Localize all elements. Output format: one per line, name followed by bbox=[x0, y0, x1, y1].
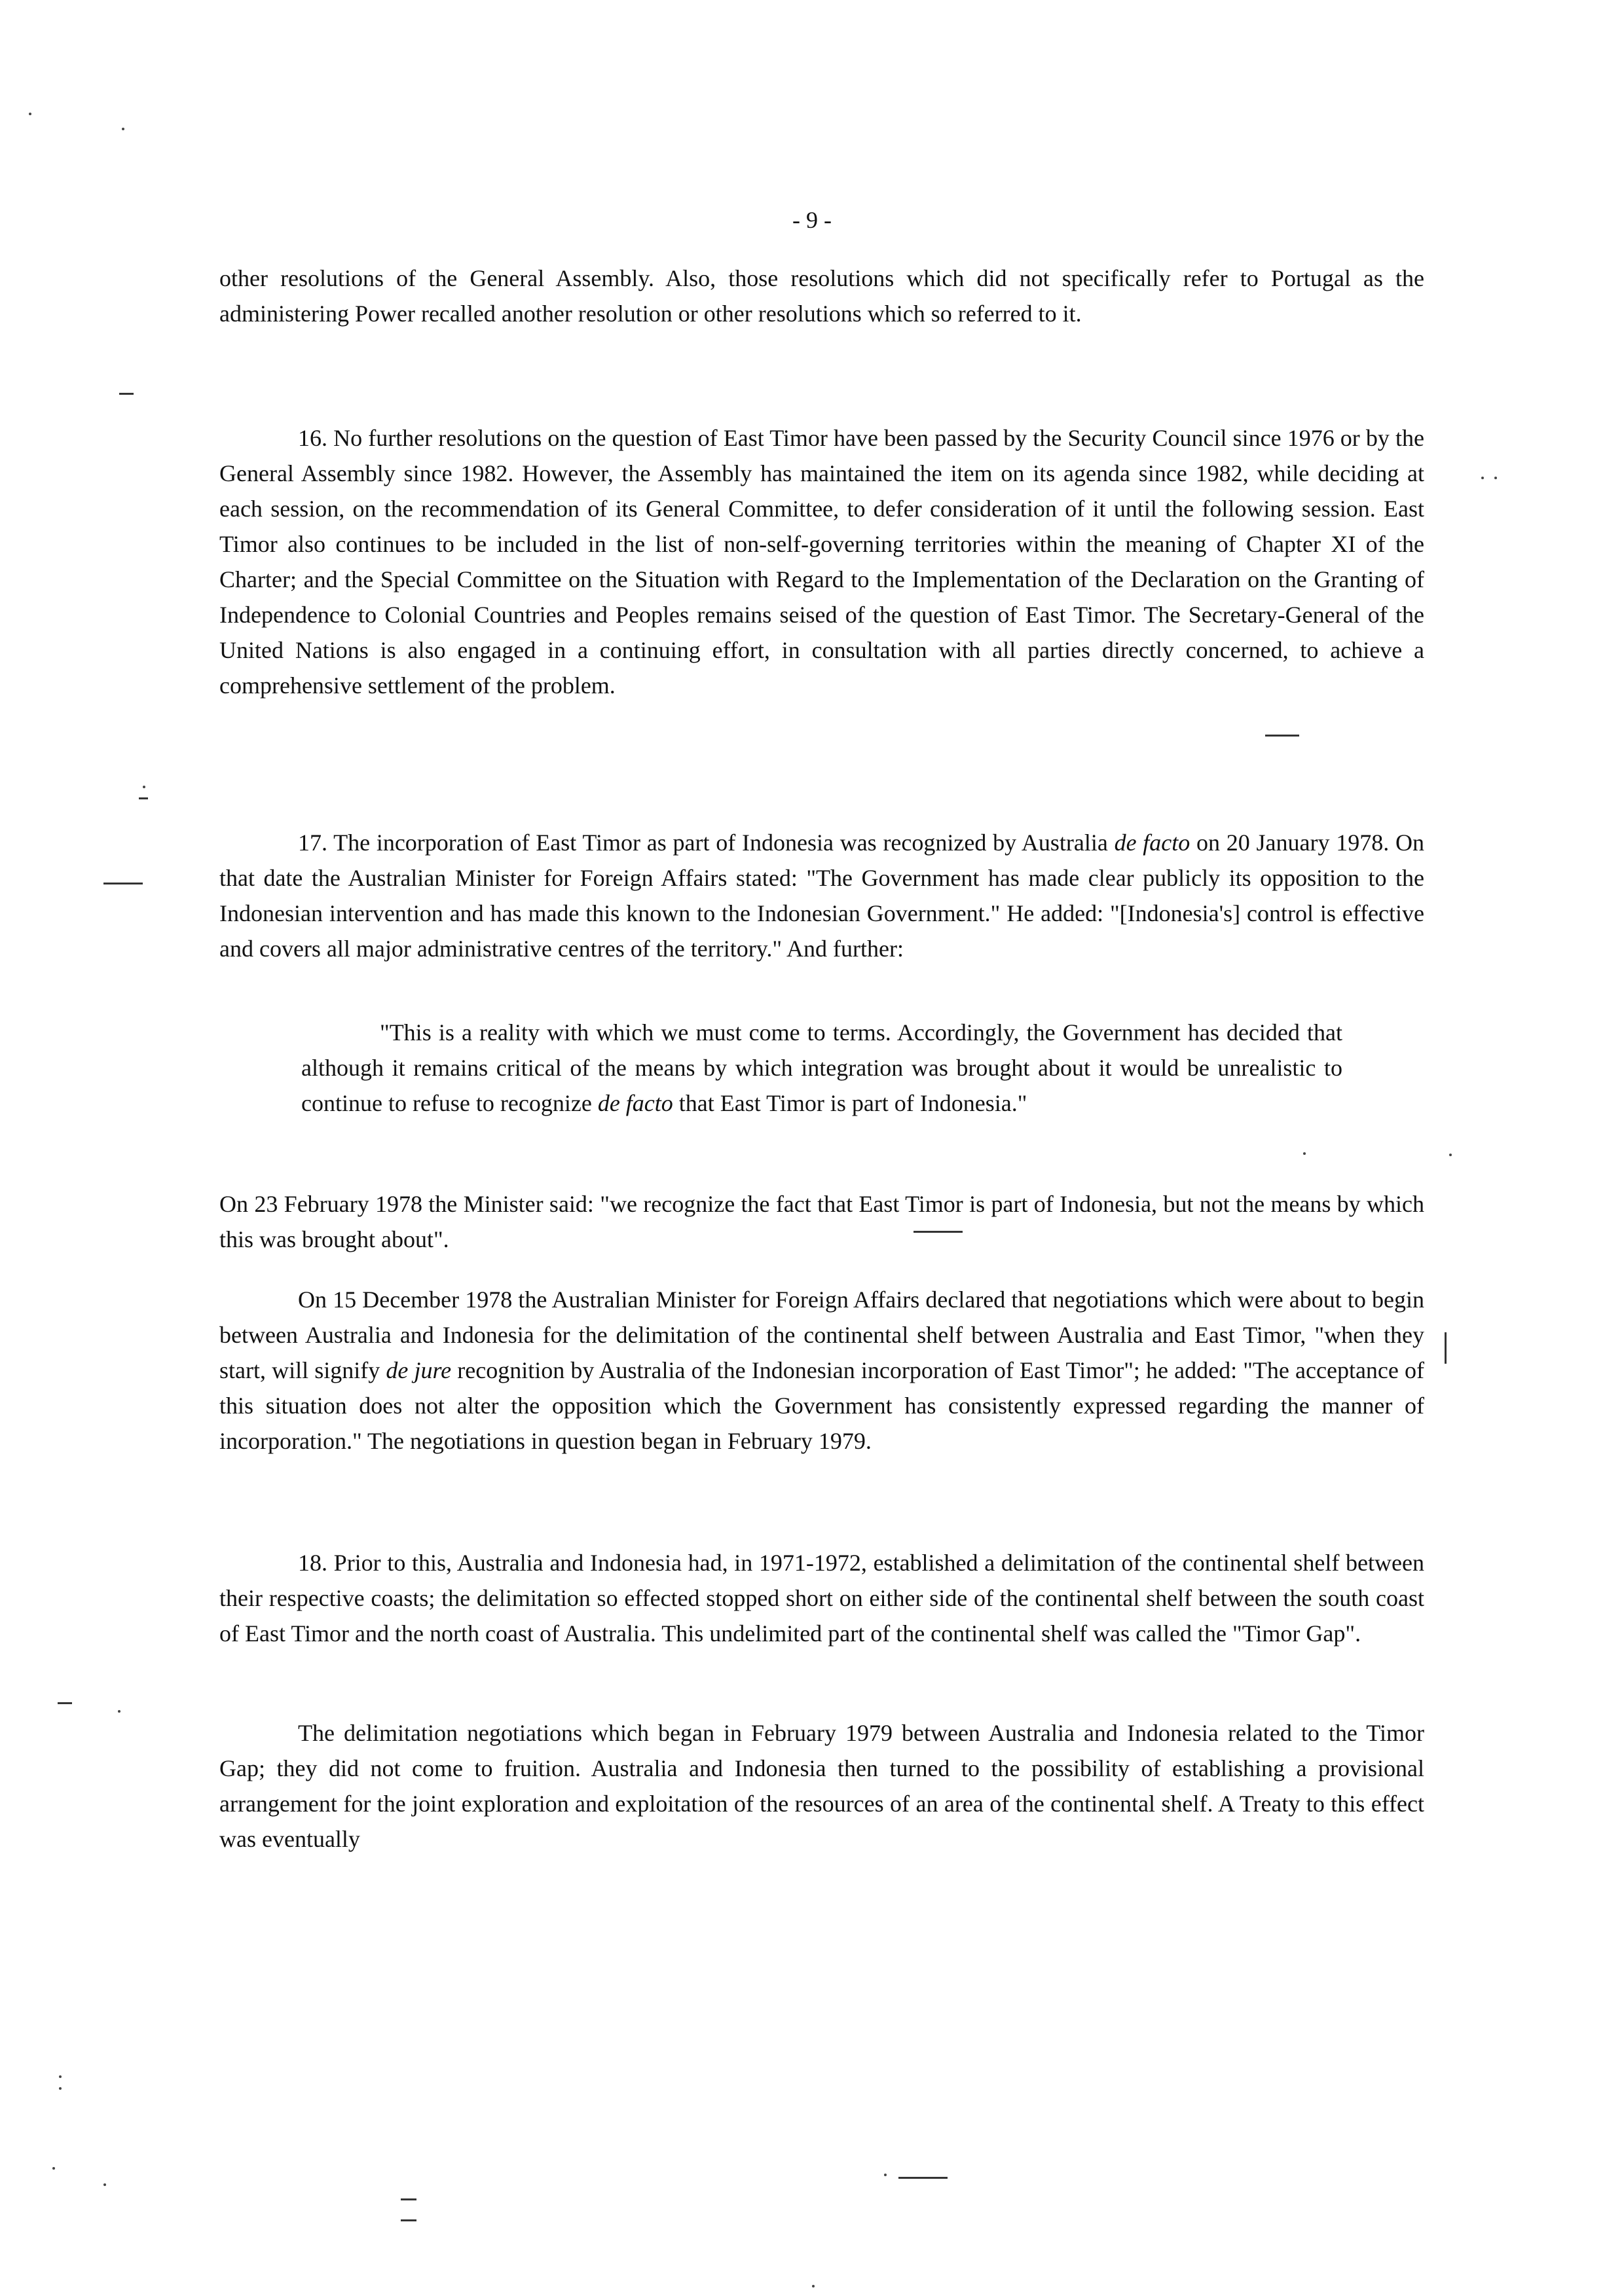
scan-mark bbox=[401, 2219, 416, 2221]
scan-dot bbox=[29, 113, 31, 115]
paragraph-16: 16. No further resolutions on the question of East Timor have been passed by the Security Council since 1976 or by the General Assembly since 1982. However, the Assembly has maintained the item on its agenda since 1982, while deciding at each session, on the recommendation of its General Committee, to defer consideration of it until the following session. East Timor also continues to be included in the list of non-self-governing territories within the meaning of Chapter XI of the Charter; and the Special Committee on the Situation with Regard to the Implementation of the Declaration on the Granting of Independence to Colonial Countries and Peoples remains seised of the question of East Timor. The Secretary-General of the United Nations is also engaged in a continuing effort, in consultation with all parties directly concerned, to achieve a comprehensive settlement of the problem. bbox=[219, 425, 1424, 699]
scan-dot bbox=[1449, 1154, 1452, 1156]
scan-dot bbox=[1481, 477, 1484, 479]
scan-dot bbox=[812, 2285, 815, 2287]
scan-mark bbox=[401, 2198, 416, 2200]
quote-text-end: that East Timor is part of Indonesia." bbox=[673, 1090, 1027, 1116]
quote-italic: de facto bbox=[597, 1090, 673, 1116]
december-text-start: On 15 December 1978 the Australian Minister for Foreign Affairs declared that negotiations which were about to begin between Australia and Indonesia for the delimitation of the continental shelf between Australia and East Timor, "when they start, will signify bbox=[219, 1286, 1424, 1383]
paragraph-17 bbox=[219, 825, 1424, 966]
paragraph-18: 18. Prior to this, Australia and Indonesia had, in 1971-1972, established a delimitation of the continental shelf between their respective coasts; the delimitation so effected stopped short on either side of the continental shelf between the south coast of East Timor and the north coast of Australia. This undelimited part of the continental shelf was called the "Timor Gap". bbox=[219, 1550, 1424, 1647]
scan-dot bbox=[122, 128, 124, 130]
scan-mark bbox=[1265, 735, 1299, 737]
paragraph-17-italic: de facto bbox=[1114, 829, 1190, 856]
scan-dot bbox=[1303, 1152, 1306, 1155]
paragraph-february-1978: On 23 February 1978 the Minister said: "we recognize the fact that East Timor is part of Indonesia, but not the means by which this was brought about". bbox=[219, 1191, 1424, 1252]
paragraph-17-text-end: on 20 January 1978. On that date the Australian Minister for Foreign Affairs stated: "The Government has made clear publicly its opposition to the Indonesian intervention and has made this known to the Indonesian Government." He added: "[Indonesia's] control is effective and covers all major administrative centres of the territory." And further: bbox=[219, 829, 1425, 962]
margin-bar bbox=[1445, 1332, 1447, 1364]
quote-text-start: "This is a reality with which we must come to terms. Accordingly, the Government has decided that although it remains critical of the means by which integration was brought about it would be unrealistic to continue to refuse to recognize bbox=[301, 1019, 1342, 1116]
paragraph-delimitation-negotiations: The delimitation negotiations which began in February 1979 between Australia and Indonesia related to the Timor Gap; they did not come to fruition. Australia and Indonesia then turned to the possibility of establishing a provisional arrangement for the joint exploration and exploitation of the resources of an area of the continental shelf. A Treaty to this effect was eventually bbox=[219, 1720, 1424, 1852]
scan-dot bbox=[103, 2183, 106, 2186]
scan-mark bbox=[103, 883, 143, 884]
scan-dot bbox=[1494, 477, 1497, 479]
scan-dot bbox=[59, 2087, 62, 2090]
scan-mark bbox=[119, 393, 134, 395]
page-number: - 9 - bbox=[792, 207, 832, 233]
paragraph-continuation: other resolutions of the General Assembly. Also, those resolutions which did not specifically refer to Portugal as the administering Power recalled another resolution or other resolutions which so referred to it. bbox=[219, 265, 1424, 327]
scan-dot bbox=[884, 2174, 887, 2176]
paragraph-december-1978 bbox=[219, 1282, 1424, 1459]
scan-mark bbox=[58, 1702, 72, 1704]
paragraph-17-text-start: 17. The incorporation of East Timor as part of Indonesia was recognized by Australia bbox=[298, 829, 1115, 856]
block-quote bbox=[301, 1015, 1342, 1121]
scan-dot bbox=[143, 786, 145, 788]
scan-mark bbox=[139, 797, 148, 799]
scan-mark bbox=[898, 2177, 948, 2179]
scan-dot bbox=[52, 2167, 55, 2170]
scan-dot bbox=[118, 1710, 120, 1713]
scan-dot bbox=[59, 2075, 62, 2078]
december-italic: de jure bbox=[386, 1357, 452, 1383]
scan-mark bbox=[913, 1231, 963, 1233]
december-text-end: recognition by Australia of the Indonesian incorporation of East Timor"; he added: "The acceptance of this situation does not alter the opposition which the Government has consistently expressed regarding the manner of incorporation." The negotiations in question began in February 1979. bbox=[219, 1357, 1424, 1454]
